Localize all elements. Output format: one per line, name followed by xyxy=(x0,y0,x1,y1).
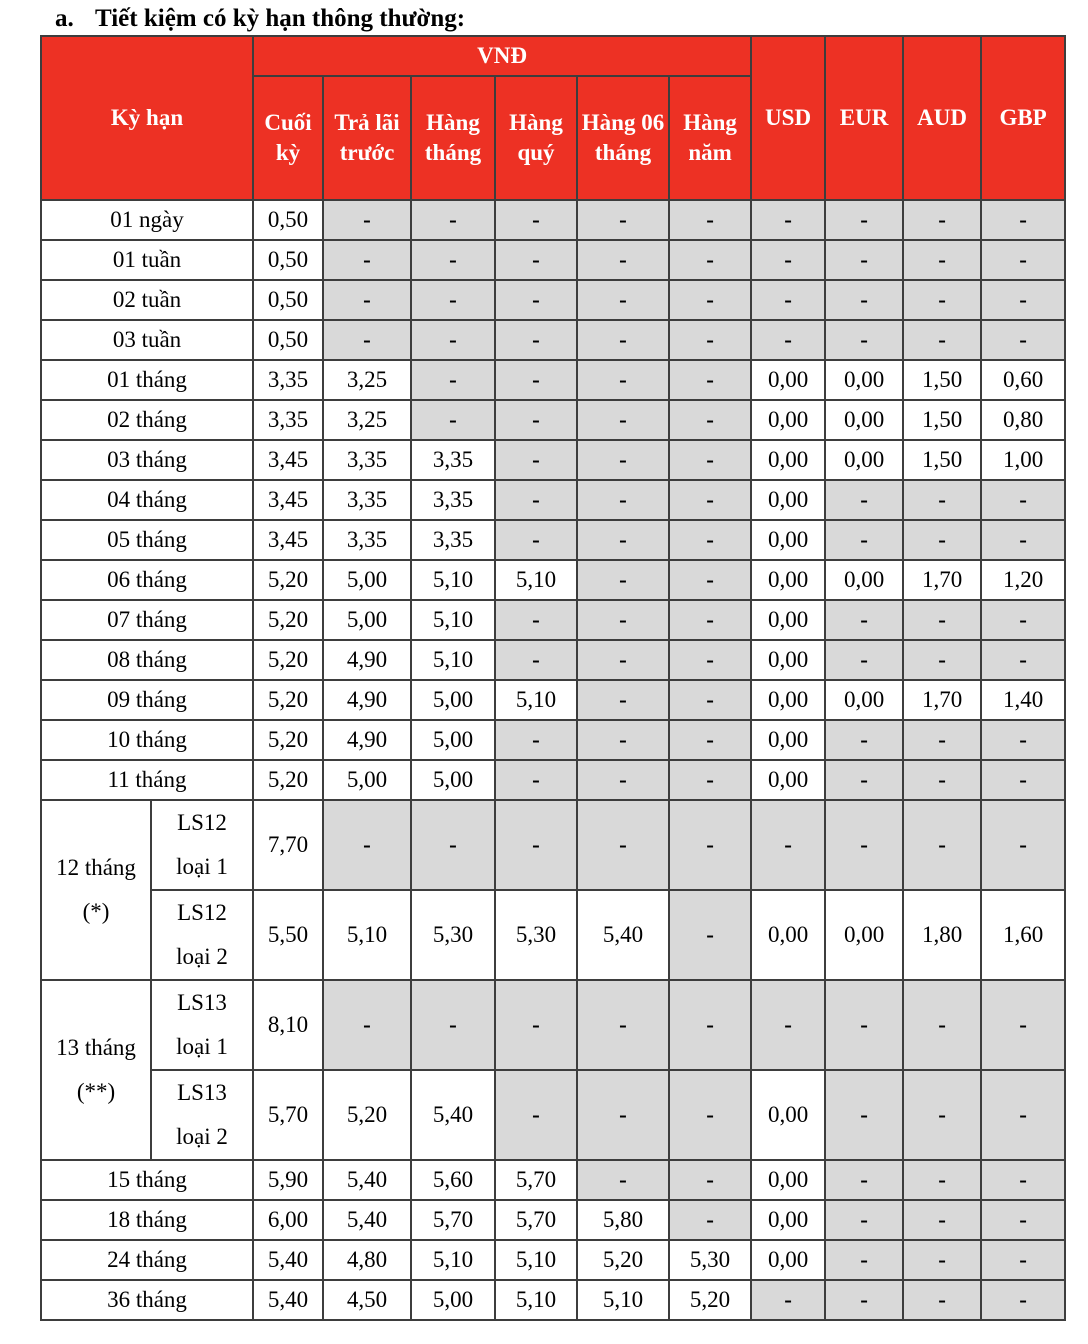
rate-cell: - xyxy=(903,1070,981,1160)
rate-cell: - xyxy=(825,640,903,680)
rate-cell: - xyxy=(981,200,1065,240)
rate-cell: 5,40 xyxy=(577,890,669,980)
rate-cell: - xyxy=(577,600,669,640)
rate-cell: - xyxy=(669,1070,751,1160)
rate-cell: 0,80 xyxy=(981,400,1065,440)
rate-cell: 3,35 xyxy=(411,520,495,560)
term-cell: 04 tháng xyxy=(41,480,253,520)
rate-cell: 5,40 xyxy=(323,1160,411,1200)
rate-cell: - xyxy=(751,320,825,360)
term-cell: 01 tháng xyxy=(41,360,253,400)
table-row xyxy=(41,1240,1065,1280)
table-body xyxy=(41,200,1065,1320)
rate-cell: - xyxy=(577,240,669,280)
rate-cell: 0,00 xyxy=(751,1200,825,1240)
rate-cell: 5,70 xyxy=(411,1200,495,1240)
rate-cell: 5,70 xyxy=(253,1070,323,1160)
rate-cell: 4,90 xyxy=(323,640,411,680)
rate-cell: 0,00 xyxy=(751,520,825,560)
rate-cell: - xyxy=(577,440,669,480)
rate-cell: 5,70 xyxy=(495,1160,577,1200)
rate-cell: 0,50 xyxy=(253,280,323,320)
table-row xyxy=(41,760,1065,800)
rate-cell: 5,40 xyxy=(411,1070,495,1160)
rate-cell: 0,50 xyxy=(253,240,323,280)
rate-cell: 5,70 xyxy=(495,1200,577,1240)
table-row xyxy=(41,720,1065,760)
rate-cell: - xyxy=(669,760,751,800)
rate-cell: 5,00 xyxy=(323,600,411,640)
rate-cell: 0,50 xyxy=(253,320,323,360)
term-cell: 01 tuần xyxy=(41,240,253,280)
header-hang-thang: Hàng tháng xyxy=(411,76,495,200)
rate-cell: 5,20 xyxy=(253,680,323,720)
rate-cell: - xyxy=(577,720,669,760)
rate-cell: 0,00 xyxy=(751,720,825,760)
rate-cell: 5,40 xyxy=(253,1280,323,1320)
rate-cell: - xyxy=(669,800,751,890)
table-row xyxy=(41,480,1065,520)
rate-cell: 0,00 xyxy=(751,1240,825,1280)
table-subrow xyxy=(41,800,1065,890)
rate-cell: 3,25 xyxy=(323,360,411,400)
table-row xyxy=(41,520,1065,560)
rate-cell: - xyxy=(751,1280,825,1320)
rate-cell: - xyxy=(825,320,903,360)
rate-cell: 5,10 xyxy=(411,640,495,680)
rate-cell: - xyxy=(495,320,577,360)
rate-cell: - xyxy=(495,440,577,480)
rate-cell: - xyxy=(577,680,669,720)
rate-cell: - xyxy=(825,200,903,240)
rate-cell: 5,00 xyxy=(411,1280,495,1320)
rate-cell: 3,35 xyxy=(411,480,495,520)
term-cell: 06 tháng xyxy=(41,560,253,600)
section-title-text: Tiết kiệm có kỳ hạn thông thường: xyxy=(95,5,466,32)
rate-cell: 5,10 xyxy=(495,1240,577,1280)
rate-cell: 0,00 xyxy=(751,440,825,480)
rate-cell: - xyxy=(411,200,495,240)
rate-cell: 5,00 xyxy=(411,760,495,800)
rate-cell: 0,00 xyxy=(825,440,903,480)
rate-cell: - xyxy=(903,1240,981,1280)
rate-cell: - xyxy=(323,800,411,890)
term-cell: 36 tháng xyxy=(41,1280,253,1320)
rate-cell: 0,00 xyxy=(751,400,825,440)
rate-cell: 0,00 xyxy=(751,560,825,600)
rate-cell: - xyxy=(669,980,751,1070)
header-cuoi-ky: Cuối kỳ xyxy=(253,76,323,200)
table-row xyxy=(41,280,1065,320)
rate-cell: - xyxy=(577,480,669,520)
rate-cell: - xyxy=(577,400,669,440)
rate-cell: 5,10 xyxy=(411,1240,495,1280)
rate-cell: - xyxy=(495,480,577,520)
rate-cell: 3,35 xyxy=(411,440,495,480)
rate-cell: 0,00 xyxy=(751,680,825,720)
rate-cell: - xyxy=(577,1070,669,1160)
rate-cell: - xyxy=(495,200,577,240)
rate-cell: 6,00 xyxy=(253,1200,323,1240)
rate-cell: - xyxy=(981,760,1065,800)
rate-cell: 5,20 xyxy=(253,560,323,600)
table-row xyxy=(41,400,1065,440)
rate-cell: - xyxy=(669,520,751,560)
rate-cell: 3,25 xyxy=(323,400,411,440)
rate-cell: - xyxy=(903,240,981,280)
header-gbp: GBP xyxy=(981,36,1065,200)
term-cell: 03 tháng xyxy=(41,440,253,480)
term-sub-cell: LS12 loại 2 xyxy=(151,890,253,980)
rate-cell: - xyxy=(411,360,495,400)
rate-cell: 1,80 xyxy=(903,890,981,980)
term-cell: 18 tháng xyxy=(41,1200,253,1240)
rate-cell: - xyxy=(669,200,751,240)
rate-cell: - xyxy=(825,760,903,800)
rate-cell: - xyxy=(669,400,751,440)
rate-cell: - xyxy=(577,800,669,890)
term-group-cell: 12 tháng (*) xyxy=(41,800,151,980)
rate-cell: - xyxy=(495,720,577,760)
rate-cell: 3,45 xyxy=(253,480,323,520)
rate-cell: 4,90 xyxy=(323,720,411,760)
header-hang-quy: Hàng quý xyxy=(495,76,577,200)
rate-cell: - xyxy=(981,1200,1065,1240)
rate-cell: 0,00 xyxy=(751,600,825,640)
term-cell: 02 tuần xyxy=(41,280,253,320)
rate-cell: - xyxy=(825,240,903,280)
table-subrow xyxy=(41,1070,1065,1160)
table-subrow xyxy=(41,980,1065,1070)
term-cell: 08 tháng xyxy=(41,640,253,680)
rate-cell: 3,35 xyxy=(253,360,323,400)
rate-cell: - xyxy=(825,1070,903,1160)
rate-cell: - xyxy=(577,760,669,800)
rate-cell: - xyxy=(577,560,669,600)
rate-cell: 0,00 xyxy=(751,640,825,680)
header-vnd-group: VNĐ xyxy=(253,36,751,76)
interest-rates-table xyxy=(40,35,1066,1321)
rate-cell: - xyxy=(981,480,1065,520)
rate-cell: - xyxy=(903,640,981,680)
table-row xyxy=(41,680,1065,720)
rate-cell: - xyxy=(495,980,577,1070)
rate-cell: 1,70 xyxy=(903,560,981,600)
rate-cell: - xyxy=(323,280,411,320)
rate-cell: 0,00 xyxy=(825,890,903,980)
rate-cell: 5,90 xyxy=(253,1160,323,1200)
rate-cell: - xyxy=(825,1280,903,1320)
section-index: a. xyxy=(55,5,74,32)
rate-cell: - xyxy=(495,640,577,680)
rate-cell: - xyxy=(669,280,751,320)
rate-cell: 3,45 xyxy=(253,520,323,560)
rate-cell: 5,10 xyxy=(495,680,577,720)
table-row xyxy=(41,600,1065,640)
rate-cell: - xyxy=(411,240,495,280)
rate-cell: - xyxy=(495,520,577,560)
rate-cell: 5,10 xyxy=(323,890,411,980)
rate-cell: - xyxy=(495,280,577,320)
table-header xyxy=(41,36,1065,200)
rate-cell: 5,20 xyxy=(577,1240,669,1280)
rate-cell: - xyxy=(981,1240,1065,1280)
rate-cell: - xyxy=(669,680,751,720)
rate-cell: - xyxy=(669,720,751,760)
rate-cell: - xyxy=(411,280,495,320)
rate-cell: - xyxy=(825,480,903,520)
rate-cell: 4,80 xyxy=(323,1240,411,1280)
rate-cell: - xyxy=(751,200,825,240)
rate-cell: 1,70 xyxy=(903,680,981,720)
rate-cell: 5,30 xyxy=(495,890,577,980)
rate-cell: - xyxy=(981,240,1065,280)
rate-cell: - xyxy=(577,280,669,320)
rate-cell: - xyxy=(981,320,1065,360)
rate-cell: 0,00 xyxy=(825,360,903,400)
rate-cell: 4,50 xyxy=(323,1280,411,1320)
header-tra-lai-truoc: Trả lãi trước xyxy=(323,76,411,200)
table-row xyxy=(41,240,1065,280)
rate-cell: - xyxy=(981,640,1065,680)
term-group-cell: 13 tháng (**) xyxy=(41,980,151,1160)
rate-cell: - xyxy=(981,1160,1065,1200)
rate-cell: - xyxy=(981,720,1065,760)
section-title xyxy=(55,4,1088,34)
rate-cell: 1,20 xyxy=(981,560,1065,600)
rate-cell: 5,20 xyxy=(253,760,323,800)
rate-cell: - xyxy=(903,800,981,890)
rate-cell: 0,50 xyxy=(253,200,323,240)
rate-cell: 5,20 xyxy=(323,1070,411,1160)
term-cell: 11 tháng xyxy=(41,760,253,800)
term-sub-cell: LS13 loại 2 xyxy=(151,1070,253,1160)
rate-cell: 0,00 xyxy=(825,560,903,600)
rate-cell: - xyxy=(903,980,981,1070)
rate-cell: - xyxy=(669,240,751,280)
rate-cell: - xyxy=(495,600,577,640)
rate-cell: 5,40 xyxy=(253,1240,323,1280)
rate-cell: 3,35 xyxy=(323,520,411,560)
term-cell: 05 tháng xyxy=(41,520,253,560)
term-cell: 15 tháng xyxy=(41,1160,253,1200)
rate-cell: 0,00 xyxy=(751,480,825,520)
rate-cell: - xyxy=(751,280,825,320)
rate-cell: - xyxy=(495,400,577,440)
table-subrow xyxy=(41,890,1065,980)
rate-cell: - xyxy=(903,320,981,360)
rate-cell: - xyxy=(751,980,825,1070)
rate-cell: - xyxy=(411,400,495,440)
rate-cell: 8,10 xyxy=(253,980,323,1070)
rate-cell: - xyxy=(825,520,903,560)
rate-cell: - xyxy=(411,800,495,890)
rate-cell: 5,00 xyxy=(323,760,411,800)
rate-cell: 5,10 xyxy=(411,560,495,600)
rate-cell: - xyxy=(577,320,669,360)
rate-cell: - xyxy=(981,1070,1065,1160)
table-row xyxy=(41,200,1065,240)
rate-cell: - xyxy=(669,440,751,480)
rate-cell: 5,30 xyxy=(411,890,495,980)
term-cell: 01 ngày xyxy=(41,200,253,240)
rate-cell: - xyxy=(323,320,411,360)
rate-cell: - xyxy=(411,320,495,360)
rate-cell: 5,10 xyxy=(495,1280,577,1320)
rate-cell: - xyxy=(495,760,577,800)
rate-cell: 5,10 xyxy=(411,600,495,640)
rate-cell: - xyxy=(825,1160,903,1200)
table-row xyxy=(41,1200,1065,1240)
rate-cell: - xyxy=(577,520,669,560)
rate-cell: - xyxy=(981,520,1065,560)
rate-cell: 0,00 xyxy=(751,890,825,980)
rate-cell: - xyxy=(981,600,1065,640)
rate-cell: - xyxy=(577,980,669,1070)
rate-cell: - xyxy=(751,240,825,280)
rate-cell: - xyxy=(903,520,981,560)
rate-cell: 3,45 xyxy=(253,440,323,480)
rate-cell: 0,00 xyxy=(825,400,903,440)
rate-cell: - xyxy=(495,240,577,280)
rate-cell: - xyxy=(825,720,903,760)
rate-cell: - xyxy=(903,1160,981,1200)
rate-cell: 5,50 xyxy=(253,890,323,980)
table-row xyxy=(41,440,1065,480)
rate-cell: - xyxy=(323,200,411,240)
rate-cell: - xyxy=(323,240,411,280)
rate-cell: - xyxy=(981,280,1065,320)
rate-cell: - xyxy=(825,980,903,1070)
rate-cell: - xyxy=(903,600,981,640)
term-sub-cell: LS13 loại 1 xyxy=(151,980,253,1070)
rate-cell: 3,35 xyxy=(323,480,411,520)
rate-cell: 5,10 xyxy=(577,1280,669,1320)
rate-cell: 5,00 xyxy=(323,560,411,600)
header-usd: USD xyxy=(751,36,825,200)
rate-cell: 1,40 xyxy=(981,680,1065,720)
term-cell: 10 tháng xyxy=(41,720,253,760)
table-row xyxy=(41,1160,1065,1200)
rate-cell: - xyxy=(669,360,751,400)
rate-cell: - xyxy=(669,890,751,980)
rate-cell: - xyxy=(669,600,751,640)
rate-cell: - xyxy=(495,1070,577,1160)
rate-cell: 3,35 xyxy=(323,440,411,480)
rate-cell: 5,60 xyxy=(411,1160,495,1200)
rate-cell: - xyxy=(903,480,981,520)
rate-cell: 1,60 xyxy=(981,890,1065,980)
header-row-top xyxy=(41,36,1065,76)
term-sub-cell: LS12 loại 1 xyxy=(151,800,253,890)
header-hang-nam: Hàng năm xyxy=(669,76,751,200)
rate-cell: - xyxy=(495,360,577,400)
rate-cell: - xyxy=(669,320,751,360)
rate-cell: 4,90 xyxy=(323,680,411,720)
rate-cell: 0,00 xyxy=(751,1070,825,1160)
rate-cell: - xyxy=(577,200,669,240)
rate-cell: 1,50 xyxy=(903,400,981,440)
rate-cell: 5,00 xyxy=(411,680,495,720)
rate-cell: - xyxy=(825,600,903,640)
rate-cell: 5,30 xyxy=(669,1240,751,1280)
rate-cell: 1,00 xyxy=(981,440,1065,480)
rate-cell: - xyxy=(577,360,669,400)
term-cell: 03 tuần xyxy=(41,320,253,360)
rate-cell: 0,00 xyxy=(751,360,825,400)
rate-cell: 7,70 xyxy=(253,800,323,890)
rate-cell: - xyxy=(903,760,981,800)
rate-cell: - xyxy=(903,200,981,240)
rate-cell: 0,00 xyxy=(751,1160,825,1200)
rate-cell: 0,00 xyxy=(751,760,825,800)
rate-cell: - xyxy=(323,980,411,1070)
rate-cell: - xyxy=(669,560,751,600)
rate-cell: 5,20 xyxy=(253,720,323,760)
rate-cell: - xyxy=(825,1240,903,1280)
term-cell: 02 tháng xyxy=(41,400,253,440)
rate-cell: 5,00 xyxy=(411,720,495,760)
rate-cell: - xyxy=(981,800,1065,890)
term-cell: 24 tháng xyxy=(41,1240,253,1280)
rate-cell: 5,20 xyxy=(253,600,323,640)
term-cell: 09 tháng xyxy=(41,680,253,720)
rate-cell: - xyxy=(495,800,577,890)
rate-cell: - xyxy=(903,280,981,320)
table-row xyxy=(41,560,1065,600)
rate-cell: - xyxy=(981,980,1065,1070)
table-row xyxy=(41,320,1065,360)
rate-cell: - xyxy=(577,1160,669,1200)
header-aud: AUD xyxy=(903,36,981,200)
rate-cell: - xyxy=(411,980,495,1070)
table-row xyxy=(41,640,1065,680)
rate-cell: 5,10 xyxy=(495,560,577,600)
table-row xyxy=(41,1280,1065,1320)
rate-cell: - xyxy=(903,1280,981,1320)
rate-cell: - xyxy=(981,1280,1065,1320)
rate-cell: 5,80 xyxy=(577,1200,669,1240)
header-ky-han: Kỳ hạn xyxy=(41,36,253,200)
rate-cell: - xyxy=(751,800,825,890)
header-hang-06-thang: Hàng 06 tháng xyxy=(577,76,669,200)
table-row xyxy=(41,360,1065,400)
rate-cell: 5,20 xyxy=(669,1280,751,1320)
rate-cell: - xyxy=(669,1160,751,1200)
rate-cell: - xyxy=(577,640,669,680)
rate-cell: - xyxy=(825,1200,903,1240)
rate-cell: - xyxy=(903,720,981,760)
rate-cell: - xyxy=(825,280,903,320)
rate-cell: - xyxy=(825,800,903,890)
rate-cell: - xyxy=(669,640,751,680)
rate-cell: - xyxy=(903,1200,981,1240)
term-cell: 07 tháng xyxy=(41,600,253,640)
rate-cell: 3,35 xyxy=(253,400,323,440)
rate-cell: 5,20 xyxy=(253,640,323,680)
rate-cell: 0,60 xyxy=(981,360,1065,400)
header-eur: EUR xyxy=(825,36,903,200)
rate-cell: - xyxy=(669,480,751,520)
rate-cell: 1,50 xyxy=(903,440,981,480)
rate-cell: 1,50 xyxy=(903,360,981,400)
rate-cell: 0,00 xyxy=(825,680,903,720)
rate-cell: - xyxy=(669,1200,751,1240)
rate-cell: 5,40 xyxy=(323,1200,411,1240)
